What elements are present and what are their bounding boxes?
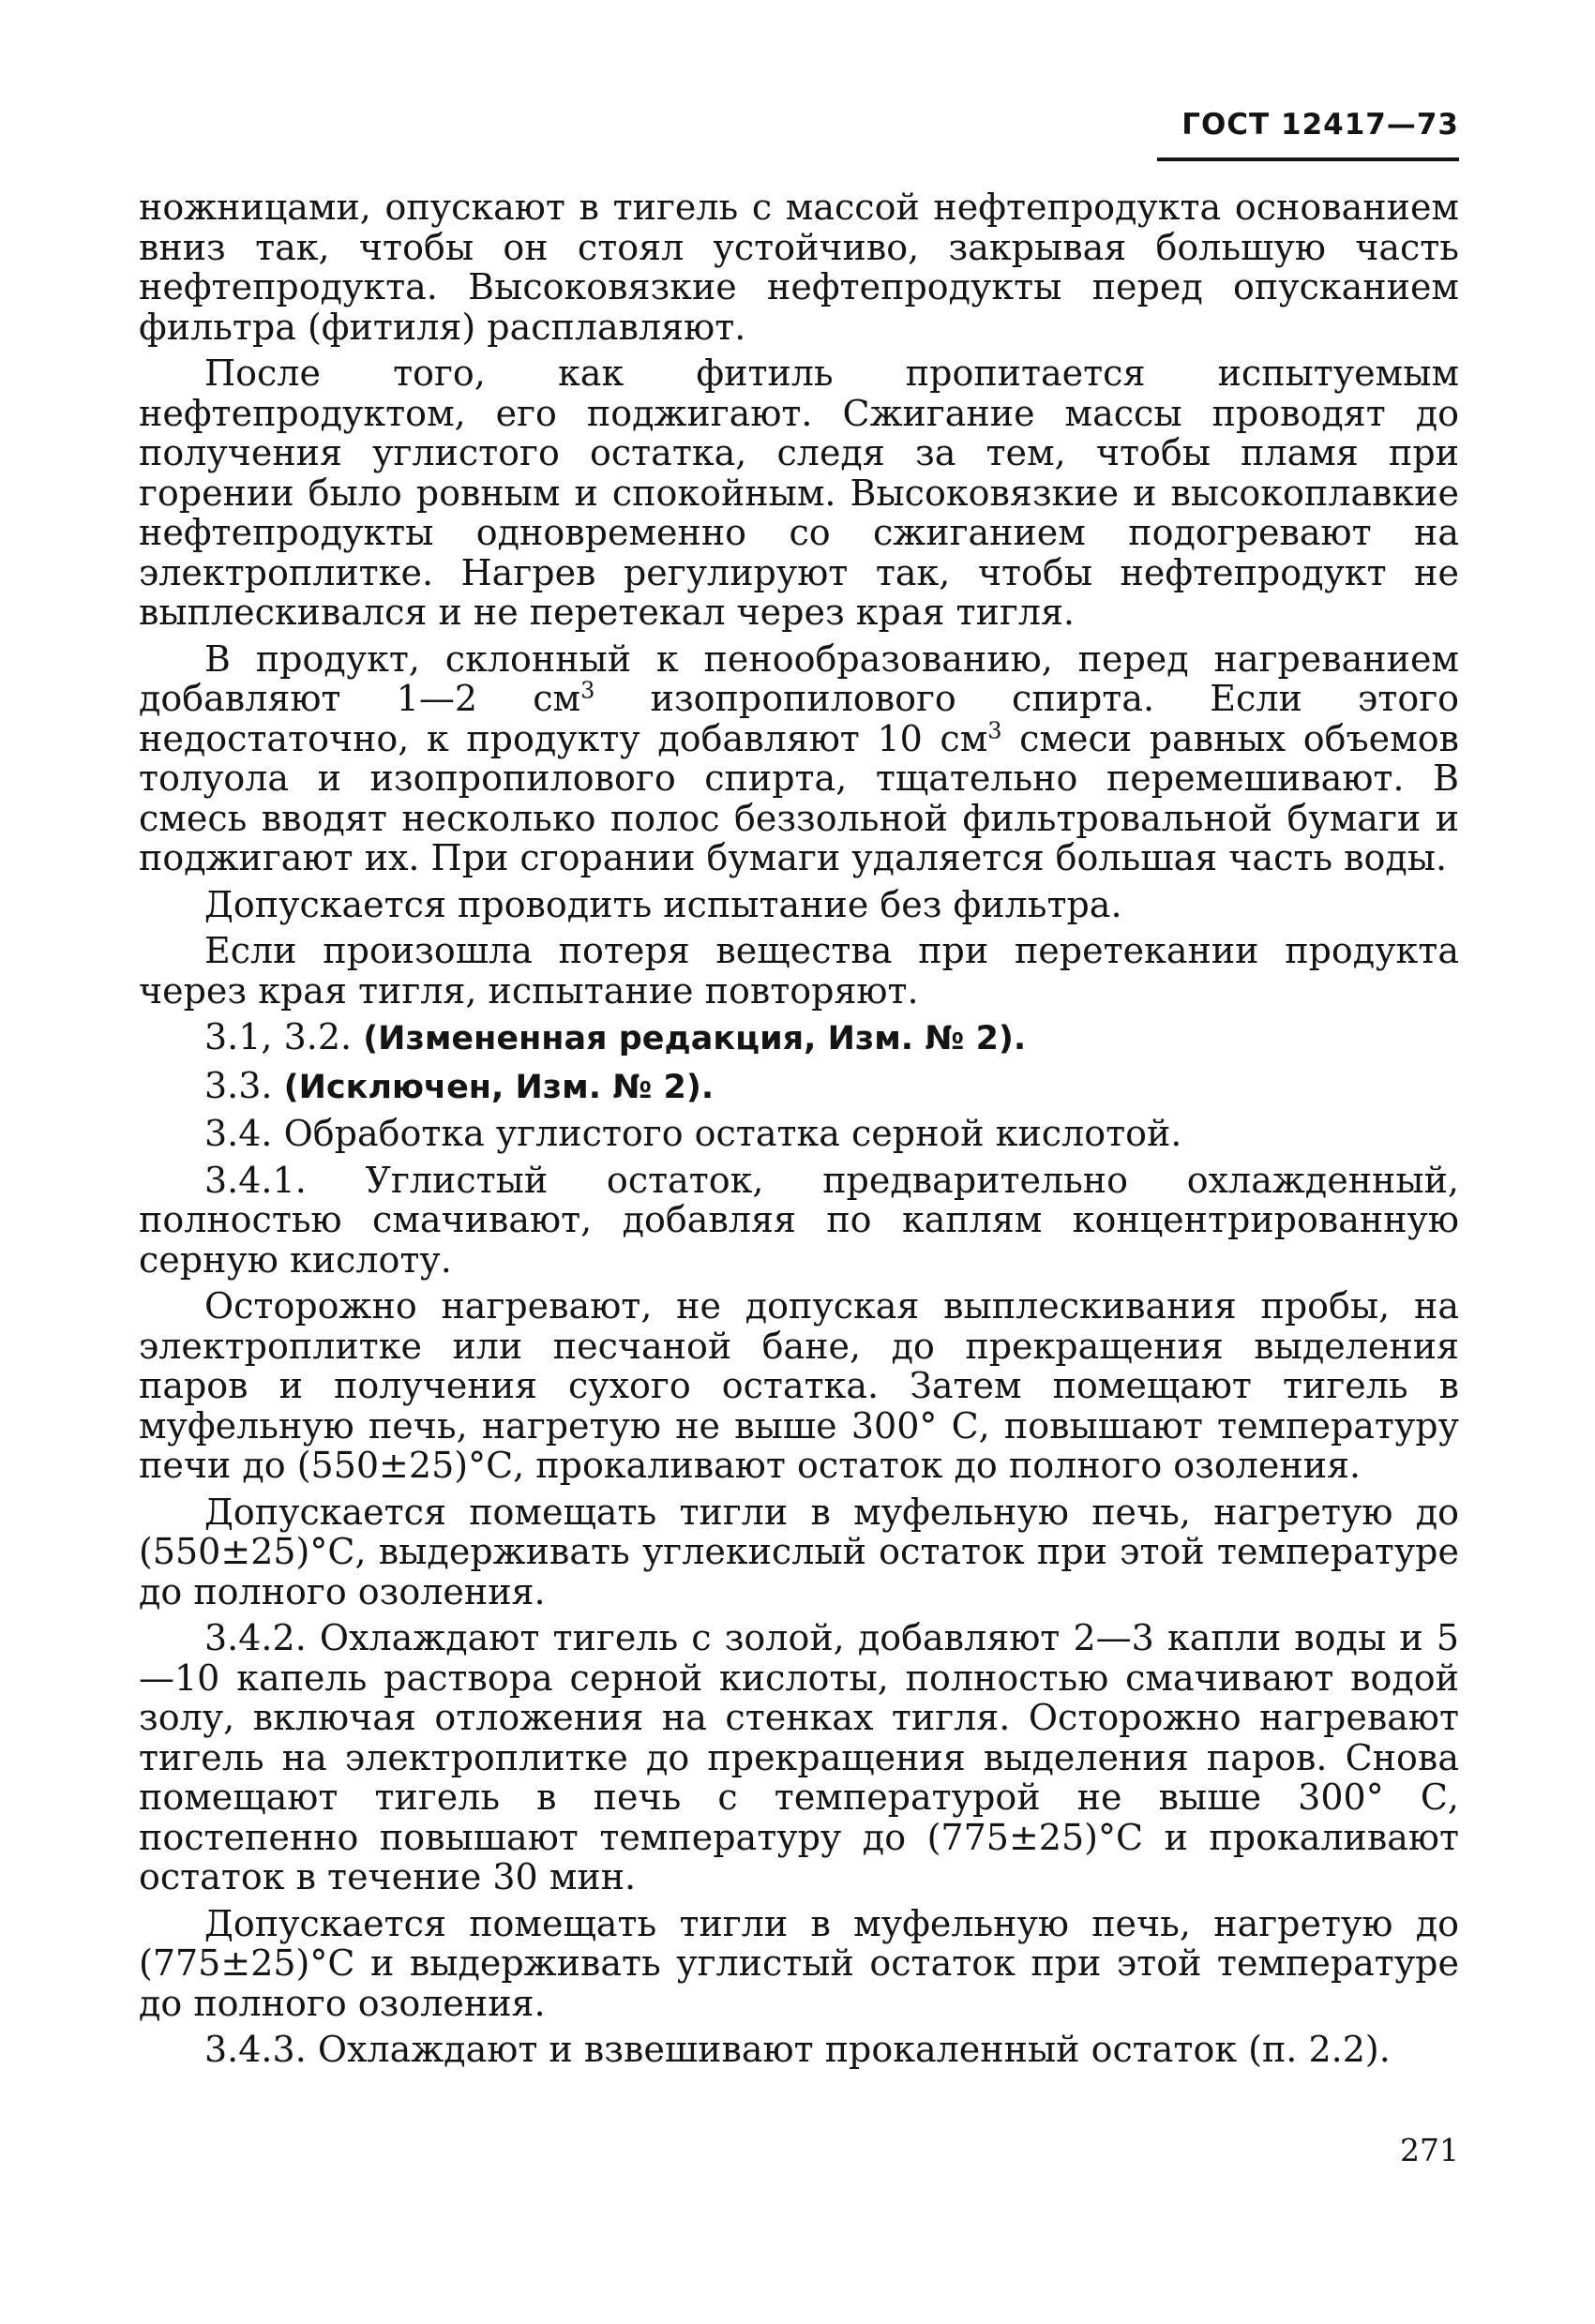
paragraph-4: Допускается проводить испытание без фильтра. <box>204 883 1122 925</box>
paragraph-7 <box>139 1066 1459 1108</box>
paragraph-3-part-b: изопропилового спирта. Если этого недостаточно, к продукту добавляют 10 см <box>139 678 1459 759</box>
paragraph-3 <box>139 639 1459 878</box>
paragraph-8: 3.4. Обработка углистого остатка серной кислотой. <box>204 1113 1182 1154</box>
superscript-3b: 3 <box>987 716 1002 743</box>
page-number: 271 <box>1400 2132 1459 2168</box>
amendment-note-3-3: (Исключен, Изм. № 2). <box>283 1068 715 1106</box>
header-rule <box>1157 157 1459 161</box>
paragraph-14: 3.4.3. Охлаждают и взвешивают прокаленный остаток (п. 2.2). <box>204 2029 1391 2070</box>
paragraph-12: 3.4.2. Охлаждают тигель с золой, добавляют 2—3 капли воды и 5—10 капель раствора серной кислоты, полностью смачивают водой золу, включая отложения на стенках тигля. Осторожно нагревают тигель на электроплитке до прекращения выделения паров. Снова помещают тигель в печь с температурой не выше 300° С, постепенно повышают температуру до (775±25)°С и прокаливают остаток в течение 30 мин. <box>139 1617 1459 1897</box>
paragraph-11: Допускается помещать тигли в муфельную печь, нагретую до (550±25)°С, выдерживать углекислый остаток при этой температуре до полного озоления. <box>139 1491 1459 1612</box>
paragraph-3-part-a: В продукт, склонный к пенообразованию, перед нагреванием добавляют 1—2 см <box>139 637 1459 719</box>
paragraph-9: 3.4.1. Углистый остаток, предварительно охлажденный, полностью смачивают, добавляя по каплям концентрированную серную кислоту. <box>139 1159 1459 1281</box>
clause-number-3-1: 3.1, 3.2. <box>204 1016 364 1057</box>
paragraph-13: Допускается помещать тигли в муфельную печь, нагретую до (775±25)°С и выдерживать углистый остаток при этой температуре до полного озоления. <box>139 1902 1459 2024</box>
paragraph-1: ножницами, опускают в тигель с массой нефтепродукта основанием вниз так, чтобы он стоял устойчиво, закрывая большую часть нефтепродукта. Высоковязкие нефтепродукты перед опусканием фильтра (фитиля) расплавляют. <box>139 187 1459 348</box>
paragraph-3-part-c: смеси равных объемов толуола и изопропилового спирта, тщательно перемешивают. В смесь вводят несколько полос беззольной фильтровальной бумаги и поджигают их. При сгорании бумаги удаляется большая часть воды. <box>139 717 1459 878</box>
document-body <box>139 187 1459 2077</box>
paragraph-5: Если произошла потеря вещества при перетекании продукта через края тигля, испытание повторяют. <box>139 930 1459 1012</box>
paragraph-10: Осторожно нагревают, не допуская выплескивания пробы, на электроплитке или песчаной бане, до прекращения выделения паров и получения сухого остатка. Затем помещают тигель в муфельную печь, нагретую не выше 300° С, повышают температуру печи до (550±25)°С, прокаливают остаток до полного озоления. <box>139 1285 1459 1486</box>
paragraph-2: После того, как фитиль пропитается испытуемым нефтепродуктом, его поджигают. Сжигание массы проводят до получения углистого остатка, следя за тем, чтобы пламя при горении было ровным и спокойным. Высоковязкие и высокоплавкие нефтепродукты одновременно со сжиганием подогревают на электроплитке. Нагрев регулируют так, чтобы нефтепродукт не выплескивался и не перетекал через края тигля. <box>139 352 1459 633</box>
amendment-note-3-1: (Измененная редакция, Изм. № 2). <box>363 1020 1027 1057</box>
superscript-3a: 3 <box>580 677 595 704</box>
clause-number-3-3: 3.3. <box>204 1064 284 1106</box>
document-header: ГОСТ 12417—73 <box>1181 108 1459 142</box>
paragraph-6 <box>139 1017 1459 1059</box>
